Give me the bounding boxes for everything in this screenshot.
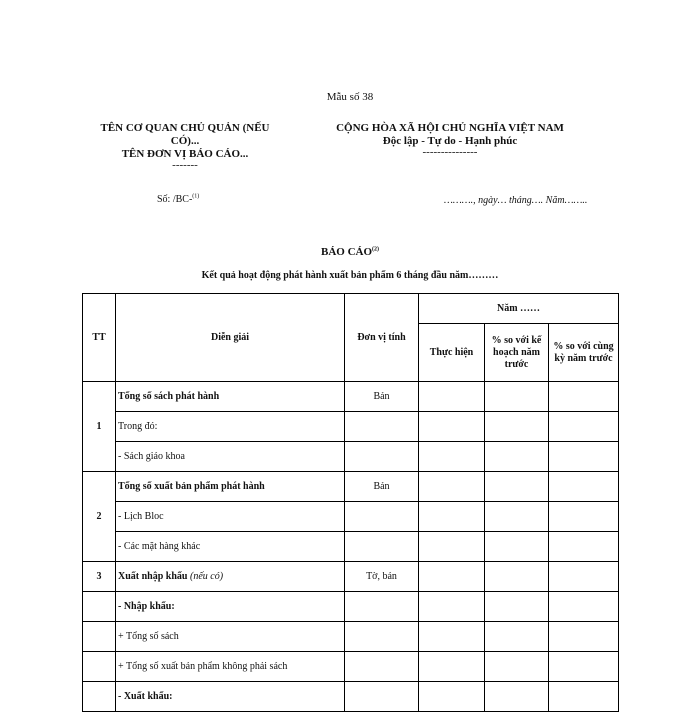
right-header-divider: ---------------	[422, 146, 478, 158]
unit-cell	[345, 652, 419, 682]
row-number-cell: 1	[83, 382, 116, 472]
actual-cell	[419, 442, 485, 472]
description-note: (nếu có)	[187, 571, 224, 582]
description-text: Tổng số sách phát hành	[118, 391, 220, 402]
vs-same-period-cell	[549, 472, 619, 502]
vs-same-period-cell	[549, 592, 619, 622]
left-header-divider: -------	[172, 159, 198, 171]
report-title	[250, 246, 450, 259]
table-row	[83, 562, 619, 592]
description-cell	[116, 622, 345, 652]
left-header	[80, 122, 290, 170]
national-motto: Độc lập - Tự do - Hạnh phúc	[382, 135, 518, 147]
actual-cell	[419, 412, 485, 442]
vs-plan-cell	[485, 652, 549, 682]
vs-same-period-cell	[549, 652, 619, 682]
unit-cell	[345, 682, 419, 712]
table-row	[83, 532, 619, 562]
national-title: CỘNG HÒA XÃ HỘI CHỦ NGHĨA VIỆT NAM	[336, 122, 564, 134]
vs-same-period-cell	[549, 502, 619, 532]
unit-cell	[345, 622, 419, 652]
row-number-cell	[83, 682, 116, 712]
table-row	[83, 382, 619, 412]
vs-plan-cell	[485, 622, 549, 652]
report-title-text: BÁO CÁO	[320, 246, 373, 258]
table-row	[83, 682, 619, 712]
description-text: - Sách giáo khoa	[118, 451, 185, 462]
date-line: ………., ngày… tháng…. Năm……..	[444, 195, 588, 206]
actual-cell	[419, 382, 485, 412]
unit-cell	[345, 442, 419, 472]
header-vs-plan: % so với kế hoạch năm trước	[485, 324, 549, 382]
description-text: - Lịch Bloc	[118, 511, 164, 522]
description-cell	[116, 652, 345, 682]
table-row	[83, 412, 619, 442]
vs-plan-cell	[485, 682, 549, 712]
description-text: Trong đó:	[118, 421, 158, 432]
vs-plan-cell	[485, 442, 549, 472]
description-text: - Nhập khẩu:	[118, 601, 175, 612]
table-row	[83, 472, 619, 502]
actual-cell	[419, 652, 485, 682]
actual-cell	[419, 622, 485, 652]
description-text: Xuất nhập khẩu	[118, 571, 188, 582]
form-number: Mẫu số 38	[326, 91, 374, 103]
agency-name-line2: CÓ)...	[170, 135, 200, 147]
unit-cell: Bản	[345, 472, 419, 502]
report-subtitle: Kết quả hoạt động phát hành xuất bản phẩm 6 tháng đầu năm………	[201, 270, 499, 281]
description-text: - Các mặt hàng khác	[118, 541, 201, 552]
description-cell	[116, 592, 345, 622]
right-header	[310, 122, 590, 157]
row-number-cell	[83, 622, 116, 652]
description-cell	[116, 502, 345, 532]
description-text: + Tổng số sách	[118, 631, 179, 642]
vs-plan-cell	[485, 562, 549, 592]
header-unit: Đơn vị tính	[345, 294, 419, 382]
footnote-marker-1: (1)	[192, 193, 200, 200]
description-cell	[116, 562, 345, 592]
vs-plan-cell	[485, 412, 549, 442]
document-number	[157, 194, 199, 206]
table-body	[83, 382, 619, 712]
vs-same-period-cell	[549, 442, 619, 472]
vs-plan-cell	[485, 592, 549, 622]
vs-same-period-cell	[549, 562, 619, 592]
description-text: + Tổng số xuất bản phẩm không phải sách	[118, 661, 288, 672]
unit-cell	[345, 502, 419, 532]
reporting-unit-name: TÊN ĐƠN VỊ BÁO CÁO...	[121, 148, 249, 160]
actual-cell	[419, 502, 485, 532]
vs-same-period-cell	[549, 622, 619, 652]
header-tt: TT	[83, 294, 116, 382]
description-text: - Xuất khẩu:	[118, 691, 173, 702]
actual-cell	[419, 562, 485, 592]
row-number-cell: 3	[83, 562, 116, 592]
unit-cell	[345, 592, 419, 622]
document-number-text: Số: /BC-	[157, 194, 193, 205]
description-cell	[116, 532, 345, 562]
actual-cell	[419, 592, 485, 622]
vs-plan-cell	[485, 502, 549, 532]
vs-same-period-cell	[549, 412, 619, 442]
footnote-marker-2: (2)	[372, 246, 380, 253]
vs-same-period-cell	[549, 682, 619, 712]
table-row	[83, 442, 619, 472]
header-year: Năm ……	[419, 294, 619, 324]
unit-cell: Tờ, bản	[345, 562, 419, 592]
row-number-cell	[83, 652, 116, 682]
description-text: Tổng số xuất bản phẩm phát hành	[118, 481, 265, 492]
table-row	[83, 502, 619, 532]
vs-same-period-cell	[549, 532, 619, 562]
report-table	[82, 293, 619, 712]
actual-cell	[419, 472, 485, 502]
vs-plan-cell	[485, 532, 549, 562]
vs-plan-cell	[485, 382, 549, 412]
actual-cell	[419, 532, 485, 562]
unit-cell: Bản	[345, 382, 419, 412]
actual-cell	[419, 682, 485, 712]
unit-cell	[345, 412, 419, 442]
description-cell	[116, 472, 345, 502]
description-cell	[116, 412, 345, 442]
table-row	[83, 592, 619, 622]
table-row	[83, 652, 619, 682]
description-cell	[116, 442, 345, 472]
vs-plan-cell	[485, 472, 549, 502]
agency-name-line1: TÊN CƠ QUAN CHỦ QUẢN (NẾU	[100, 122, 270, 134]
header-description: Diễn giải	[116, 294, 345, 382]
vs-same-period-cell	[549, 382, 619, 412]
unit-cell	[345, 532, 419, 562]
description-cell	[116, 382, 345, 412]
header-actual: Thực hiện	[419, 324, 485, 382]
table-row	[83, 622, 619, 652]
description-cell	[116, 682, 345, 712]
header-vs-same-period: % so với cùng kỳ năm trước	[549, 324, 619, 382]
row-number-cell: 2	[83, 472, 116, 562]
row-number-cell	[83, 592, 116, 622]
